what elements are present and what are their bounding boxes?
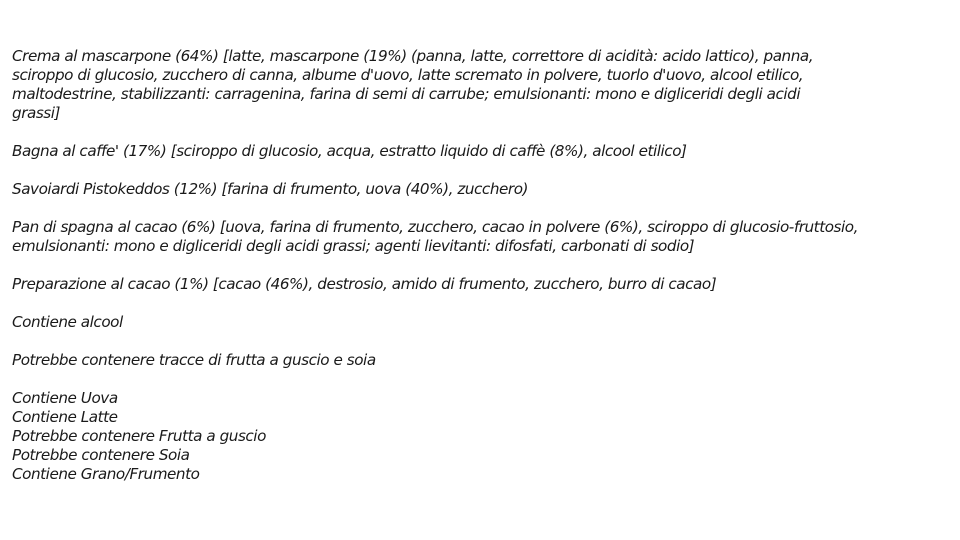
text-line: Bagna al caffe' (17%) [sciroppo di glucosio, acqua, estratto liquido di caffè (8%), alcool etilico] (12, 142, 687, 160)
traces-note (12, 351, 952, 370)
text-line: Crema al mascarpone (64%) [latte, mascarpone (19%) (panna, latte, correttore di acidità: acido lattico), panna, (12, 47, 814, 65)
allergen-item: Potrebbe contenere Soia (12, 446, 190, 464)
ingredient-paragraph-bagna (12, 142, 952, 161)
text-line: Pan di spagna al cacao (6%) [uova, farina di frumento, zucchero, cacao in polvere (6%), sciroppo di glucosio-fruttosio, (12, 218, 858, 236)
text-line: maltodestrine, stabilizzanti: carragenina, farina di semi di carrube; emulsionanti: mono e digliceridi degli acidi (12, 85, 801, 103)
text-line: grassi] (12, 104, 61, 122)
text-line: Contiene alcool (12, 313, 123, 331)
allergen-item: Potrebbe contenere Frutta a guscio (12, 427, 266, 445)
text-line: emulsionanti: mono e digliceridi degli acidi grassi; agenti lievitanti: difosfati, carbonati di sodio] (12, 237, 695, 255)
allergen-item: Contiene Latte (12, 408, 118, 426)
allergen-list (12, 389, 952, 484)
text-line: Potrebbe contenere tracce di frutta a guscio e soia (12, 351, 376, 369)
ingredient-paragraph-savoiardi (12, 180, 952, 199)
allergen-item: Contiene Grano/Frumento (12, 465, 200, 483)
text-line: sciroppo di glucosio, zucchero di canna, albume d'uovo, latte scremato in polvere, tuorlo d'uovo, alcool etilico, (12, 66, 804, 84)
ingredient-paragraph-preparazione-cacao (12, 275, 952, 294)
ingredients-document (12, 47, 952, 484)
text-line: Savoiardi Pistokeddos (12%) [farina di frumento, uova (40%), zucchero) (12, 180, 529, 198)
ingredient-paragraph-crema (12, 47, 952, 123)
text-line: Preparazione al cacao (1%) [cacao (46%), destrosio, amido di frumento, zucchero, burro di cacao] (12, 275, 717, 293)
alcohol-note (12, 313, 952, 332)
allergen-item: Contiene Uova (12, 389, 118, 407)
ingredient-paragraph-pan-di-spagna (12, 218, 952, 256)
